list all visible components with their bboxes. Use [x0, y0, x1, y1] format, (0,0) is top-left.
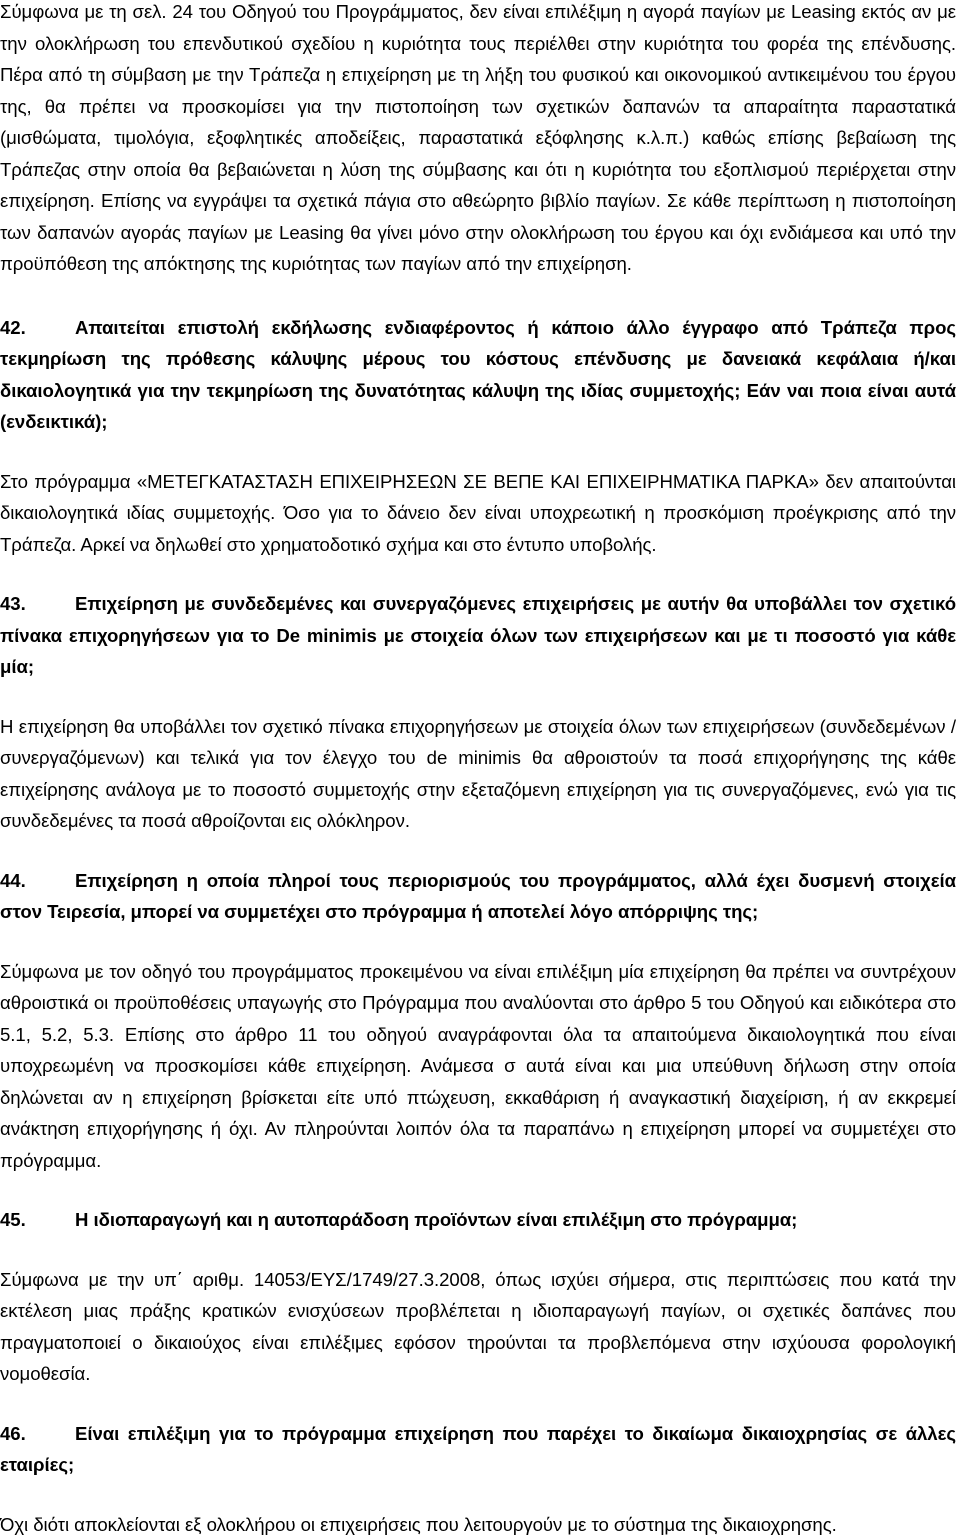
answer-45: Σύμφωνα με την υπ΄ αριθμ. 14053/ΕΥΣ/1749/27.3.2008, όπως ισχύει σήμερα, στις περιπτώσεις που κατά την εκτέλεση μιας πράξης κρατικών ενισχύσεων προβλέπεται η ιδιοπαραγωγή παγίων, οι σχετικές δαπάνες που πραγματοποιεί ο δικαιούχος είναι επιλέξιμες εφόσον τηρούνται τα προβλεπόμενα στην ισχύουσα φορολογική νομοθεσία.	[0, 1264, 956, 1390]
answer-44: Σύμφωνα με τον οδηγό του προγράμματος προκειμένου να είναι επιλέξιμη μία επιχείρηση θα πρέπει να συντρέχουν αθροιστικά οι προϋποθέσεις υπαγωγής στο Πρόγραμμα που αναλύονται στο άρθρο 5 του Οδηγού και ειδικότερα στο 5.1, 5.2, 5.3. Επίσης στο άρθρο 11 του οδηγού αναγράφονται όλα τα απαιτούμενα δικαιολογητικά που είναι υποχρεωμένη να προσκομίσει κάθε επιχείρηση. Ανάμεσα σ αυτά είναι και μια υπεύθυνη δήλωση στην οποία δηλώνεται αν η επιχείρηση βρίσκεται είτε υπό πτώχευση, εκκαθάριση ή αναγκαστική διαχείριση, ή αν εκκρεμεί ανάκτηση επιχορήγησης ή όχι. Αν πληρούνται λοιπόν όλα τα παραπάνω η επιχείρηση μπορεί να συμμετέχει στο πρόγραμμα.	[0, 956, 956, 1177]
spacer	[0, 928, 956, 956]
question-text: Η ιδιοπαραγωγή και η αυτοπαράδοση προϊόντων είναι επιλέξιμη στο πρόγραμμα;	[75, 1209, 797, 1230]
question-text: Είναι επιλέξιμη για το πρόγραμμα επιχείρηση που παρέχει το δικαίωμα δικαιοχρησίας σε άλλες εταιρίες;	[0, 1423, 956, 1476]
question-text: Επιχείρηση με συνδεδεμένες και συνεργαζόμενες επιχειρήσεις με αυτήν θα υποβάλλει τον σχετικό πίνακα επιχορηγήσεων για το De minimis με στοιχεία όλων των επιχειρήσεων και με τι ποσοστό για κάθε μία;	[0, 593, 956, 677]
spacer	[0, 1236, 956, 1264]
question-45	[0, 1204, 956, 1236]
qa-section-43	[0, 588, 956, 837]
spacer	[0, 438, 956, 466]
spacer	[0, 280, 956, 312]
question-42	[0, 312, 956, 438]
spacer	[0, 1390, 956, 1418]
answer-46: Όχι διότι αποκλείονται εξ ολοκλήρου οι επιχειρήσεις που λειτουργούν με το σύστημα της δικαιοχρησης.	[0, 1509, 956, 1540]
qa-section-46	[0, 1418, 956, 1540]
question-number: 42.	[0, 312, 75, 344]
spacer	[0, 683, 956, 711]
spacer	[0, 1176, 956, 1204]
question-44	[0, 865, 956, 928]
question-number: 43.	[0, 588, 75, 620]
question-text: Απαιτείται επιστολή εκδήλωσης ενδιαφέροντος ή κάποιο άλλο έγγραφο από Τράπεζα προς τεκμηρίωση της πρόθεσης κάλυψης μέρους του κόστους επένδυσης με δανειακά κεφάλαια ή/και δικαιολογητικά για την τεκμηρίωση της δυνατότητας κάλυψη της ιδίας συμμετοχής; Εάν ναι ποια είναι αυτά (ενδεικτικά);	[0, 317, 956, 433]
qa-section-44	[0, 865, 956, 1177]
qa-section-45	[0, 1204, 956, 1390]
spacer	[0, 837, 956, 865]
qa-section-42	[0, 312, 956, 561]
spacer	[0, 1481, 956, 1509]
question-46	[0, 1418, 956, 1481]
question-number: 45.	[0, 1204, 75, 1236]
spacer	[0, 560, 956, 588]
answer-42: Στο πρόγραμμα «ΜΕΤΕΓΚΑΤΑΣΤΑΣΗ ΕΠΙΧΕΙΡΗΣΕΩΝ ΣΕ ΒΕΠΕ ΚΑΙ ΕΠΙΧΕΙΡΗΜΑΤΙΚΑ ΠΑΡΚΑ» δεν απαιτούνται δικαιολογητικά ιδίας συμμετοχής. Όσο για το δάνειο δεν είναι υποχρεωτική η προσκόμιση προέγκρισης από την Τράπεζα. Αρκεί να δηλωθεί στο χρηματοδοτικό σχήμα και στο έντυπο υποβολής.	[0, 466, 956, 561]
question-number: 44.	[0, 865, 75, 897]
answer-43: Η επιχείρηση θα υποβάλλει τον σχετικό πίνακα επιχορηγήσεων με στοιχεία όλων των επιχειρήσεων (συνδεδεμένων / συνεργαζόμενων) και τελικά για τον έλεγχο του de minimis θα αθροιστούν τα ποσά επιχορήγησης της κάθε επιχείρησης ανάλογα με το ποσοστό συμμετοχής στην εξεταζόμενη επιχείρηση για τις συνεργαζόμενες, ενώ για τις συνδεδεμένες τα ποσά αθροίζονται εις ολόκληρον.	[0, 711, 956, 837]
question-number: 46.	[0, 1418, 75, 1450]
intro-paragraph: Σύμφωνα με τη σελ. 24 του Οδηγού του Προγράμματος, δεν είναι επιλέξιμη η αγορά παγίων με Leasing εκτός αν με την ολοκλήρωση του επενδυτικού σχεδίου η κυριότητα τους περιέλθει στην κυριότητα του φορέα της επένδυσης. Πέρα από τη σύμβαση με την Τράπεζα η επιχείρηση με τη λήξη του φυσικού και οικονομικού αντικειμένου του έργου της, θα πρέπει να προσκομίσει για την πιστοποίηση των σχετικών δαπανών τα απαραίτητα παραστατικά (μισθώματα, τιμολόγια, εξοφλητικές αποδείξεις, παραστατικά εξόφλησης κ.λ.π.) καθώς επίσης βεβαίωση της Τράπεζας στην οποία θα βεβαιώνεται η λύση της σύμβασης και ότι η κυριότητα του εξοπλισμού περιέρχεται στην επιχείρηση. Επίσης να εγγράψει τα σχετικά πάγια στο αθεώρητο βιβλίο παγίων. Σε κάθε περίπτωση η πιστοποίηση των δαπανών αγοράς παγίων με Leasing θα γίνει μόνο στην ολοκλήρωση του έργου και όχι ενδιάμεσα και υπό την προϋπόθεση της απόκτησης της κυριότητας των παγίων από την επιχείρηση.	[0, 0, 956, 280]
question-text: Επιχείρηση η οποία πληροί τους περιορισμούς του προγράμματος, αλλά έχει δυσμενή στοιχεία στον Τειρεσία, μπορεί να συμμετέχει στο πρόγραμμα ή αποτελεί λόγο απόρριψης της;	[0, 870, 956, 923]
question-43	[0, 588, 956, 683]
